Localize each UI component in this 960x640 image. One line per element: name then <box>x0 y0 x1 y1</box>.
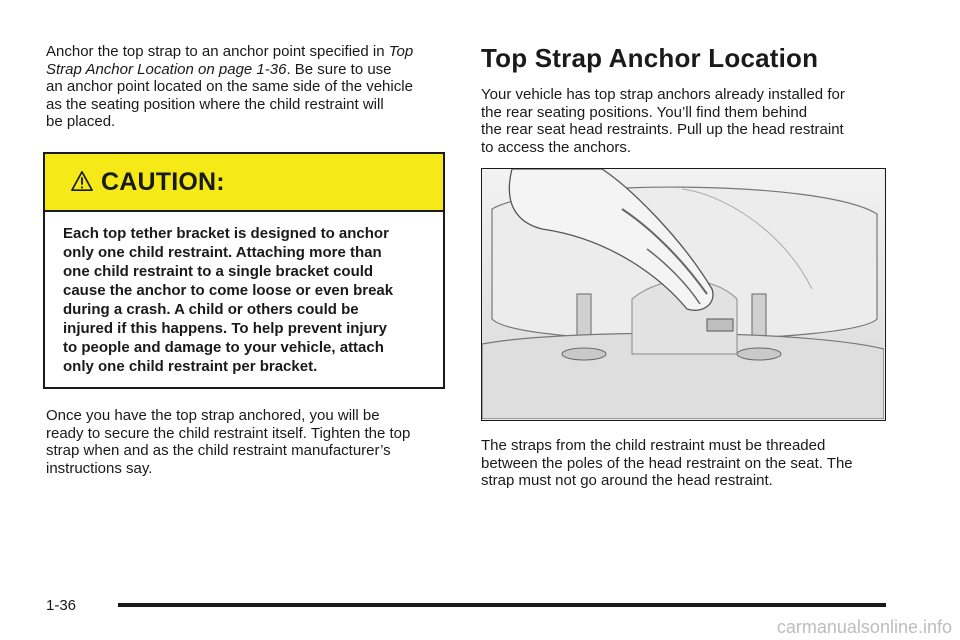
right-column <box>481 43 901 156</box>
caution-title: CAUTION: <box>101 167 225 196</box>
page-number: 1-36 <box>46 597 77 614</box>
section-intro: Your vehicle has top strap anchors already installed for the rear seating positions. You’ll find them behind the rear seat head restraints. Pull up the head restraint to access the anchors. <box>481 86 845 156</box>
footer-rule <box>118 603 886 607</box>
watermark: carmanualsonline.info <box>776 617 952 637</box>
warning-triangle-icon <box>71 170 93 192</box>
section-heading: Top Strap Anchor Location <box>481 43 819 73</box>
head-restraint-illustration <box>481 168 886 421</box>
caution-box <box>43 152 445 389</box>
intro-text: Anchor the top strap to an anchor point specified in <box>46 43 389 60</box>
illustration-svg <box>482 169 884 419</box>
intro-paragraph <box>46 43 450 131</box>
after-paragraph: Once you have the top strap anchored, you will be ready to secure the child restraint itself. Tighten the top strap when and as the child restraint manufacturer’s instructions say. <box>46 407 411 477</box>
caution-header <box>45 154 443 212</box>
left-column <box>46 43 450 131</box>
intro-text-cont: . Be sure to use an anchor point located on the same side of the vehicle as the seating position where the child restraint will be placed. <box>46 60 413 130</box>
straps-paragraph: The straps from the child restraint must be threaded between the poles of the head restraint on the seat. The strap must not go around the head restraint. <box>481 437 853 489</box>
caution-body: Each top tether bracket is designed to anchor only one child restraint. Attaching more than one child restraint to a single bracket could cause the anchor to come loose or even break during a crash. A child or others could be injured if this happens. To help prevent injury to people and damage to your vehicle, attach only one child restraint per bracket. <box>63 225 394 375</box>
cross-reference-link[interactable]: Top Strap Anchor Location on page 1-36 <box>46 43 414 78</box>
